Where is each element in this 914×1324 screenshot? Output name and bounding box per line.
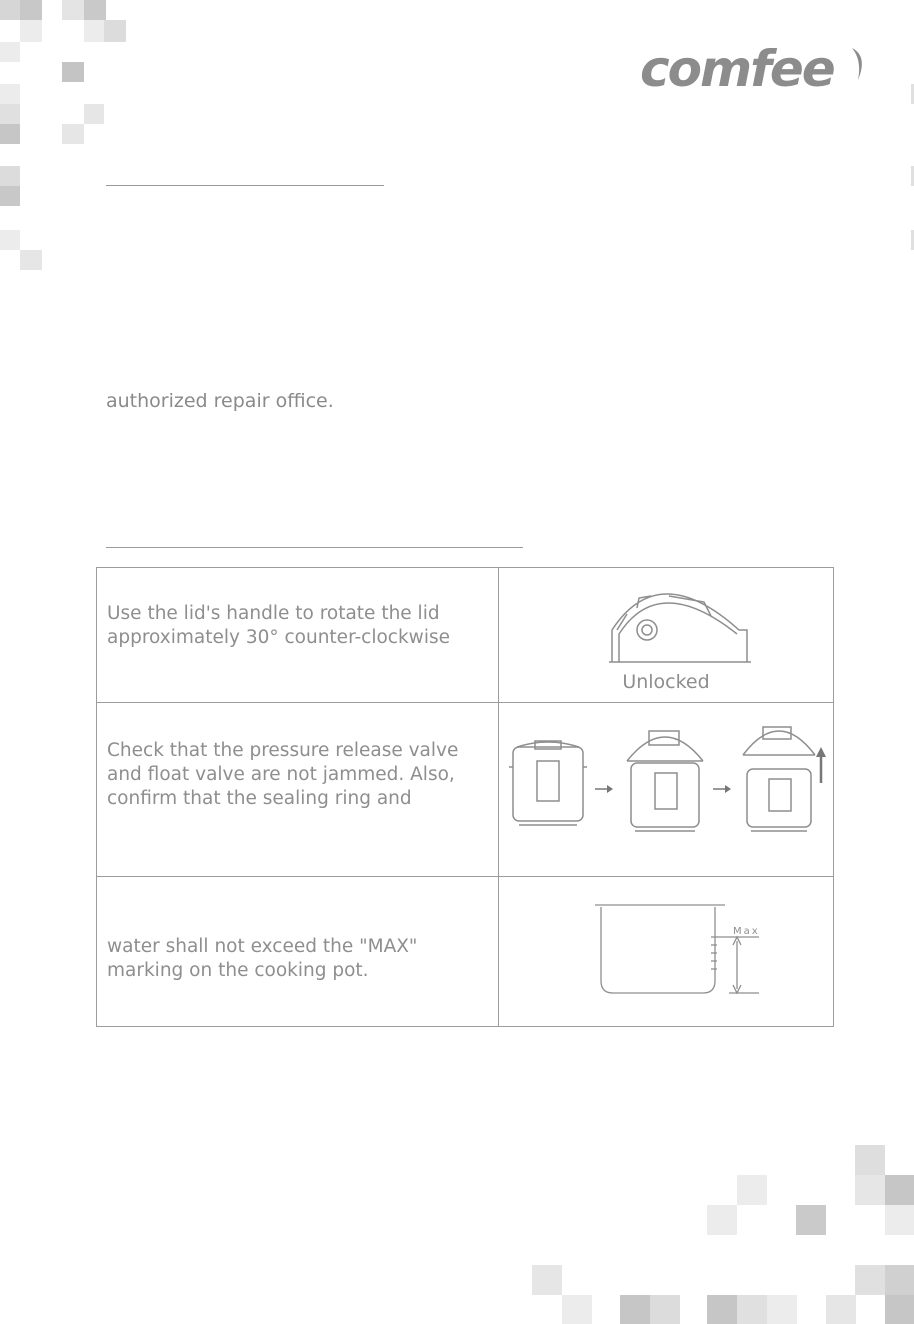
decorative-square [855, 1145, 885, 1175]
decorative-square [855, 1265, 885, 1295]
decorative-square [737, 1295, 767, 1324]
step-text-line: confirm that the sealing ring and [107, 788, 412, 809]
decorative-square [767, 1295, 797, 1324]
decorative-square [0, 124, 20, 144]
step-text-line: marking on the cooking pot. [107, 960, 369, 981]
decorative-square [20, 250, 42, 270]
decorative-square [104, 20, 126, 42]
decorative-square [707, 1205, 737, 1235]
cooking-pot-max-icon [499, 877, 833, 1026]
step-text-cell [97, 703, 499, 877]
step-text-cell [97, 877, 499, 1027]
decorative-square [0, 166, 20, 186]
decorative-square [562, 1295, 592, 1324]
step-text-cell [97, 568, 499, 703]
step-figure-cell [499, 877, 834, 1027]
cooker-lid-removal-icon [499, 703, 833, 872]
steps-table [96, 567, 834, 1027]
step-text-line: approximately 30° counter-clockwise [107, 627, 450, 648]
decorative-square [0, 186, 20, 206]
section-rule [106, 185, 384, 186]
decorative-square [885, 1175, 914, 1205]
decorative-square [84, 0, 106, 20]
brand-logo: comfee [640, 40, 834, 98]
decorative-square [0, 84, 20, 104]
decorative-square [855, 1175, 885, 1205]
decorative-square [20, 20, 42, 42]
decorative-square [0, 42, 20, 62]
logo-swoosh-icon [848, 46, 872, 86]
table-row [97, 703, 834, 877]
decorative-square [62, 124, 84, 144]
decorative-square [20, 0, 42, 20]
table-row [97, 568, 834, 703]
step-figure-cell [499, 703, 834, 877]
decorative-square [885, 1205, 914, 1235]
decorative-square [620, 1295, 650, 1324]
step-text-line: Use the lid's handle to rotate the lid [107, 603, 440, 624]
step-figure-cell [499, 568, 834, 703]
table-row [97, 877, 834, 1027]
step-text-line: water shall not exceed the "MAX" [107, 936, 418, 957]
decorative-square [62, 62, 84, 82]
step-text-line: Check that the pressure release valve [107, 740, 459, 761]
decorative-square [826, 1295, 856, 1324]
section-rule [106, 547, 523, 548]
decorative-square [0, 104, 20, 124]
body-text-line: authorized repair office. [106, 390, 334, 412]
decorative-square [650, 1295, 680, 1324]
decorative-square [84, 104, 104, 124]
decorative-square [885, 1265, 914, 1295]
decorative-square [62, 0, 84, 20]
decorative-square [737, 1175, 767, 1205]
max-label: Max [733, 926, 760, 937]
decorative-square [885, 1295, 914, 1324]
figure-label: Unlocked [622, 671, 710, 693]
decorative-square [707, 1295, 737, 1324]
decorative-square [84, 20, 104, 42]
decorative-square [532, 1265, 562, 1295]
decorative-square [0, 0, 20, 20]
decorative-square [0, 230, 20, 250]
decorative-square [796, 1205, 826, 1235]
step-text-line: and float valve are not jammed. Also, [107, 764, 455, 785]
